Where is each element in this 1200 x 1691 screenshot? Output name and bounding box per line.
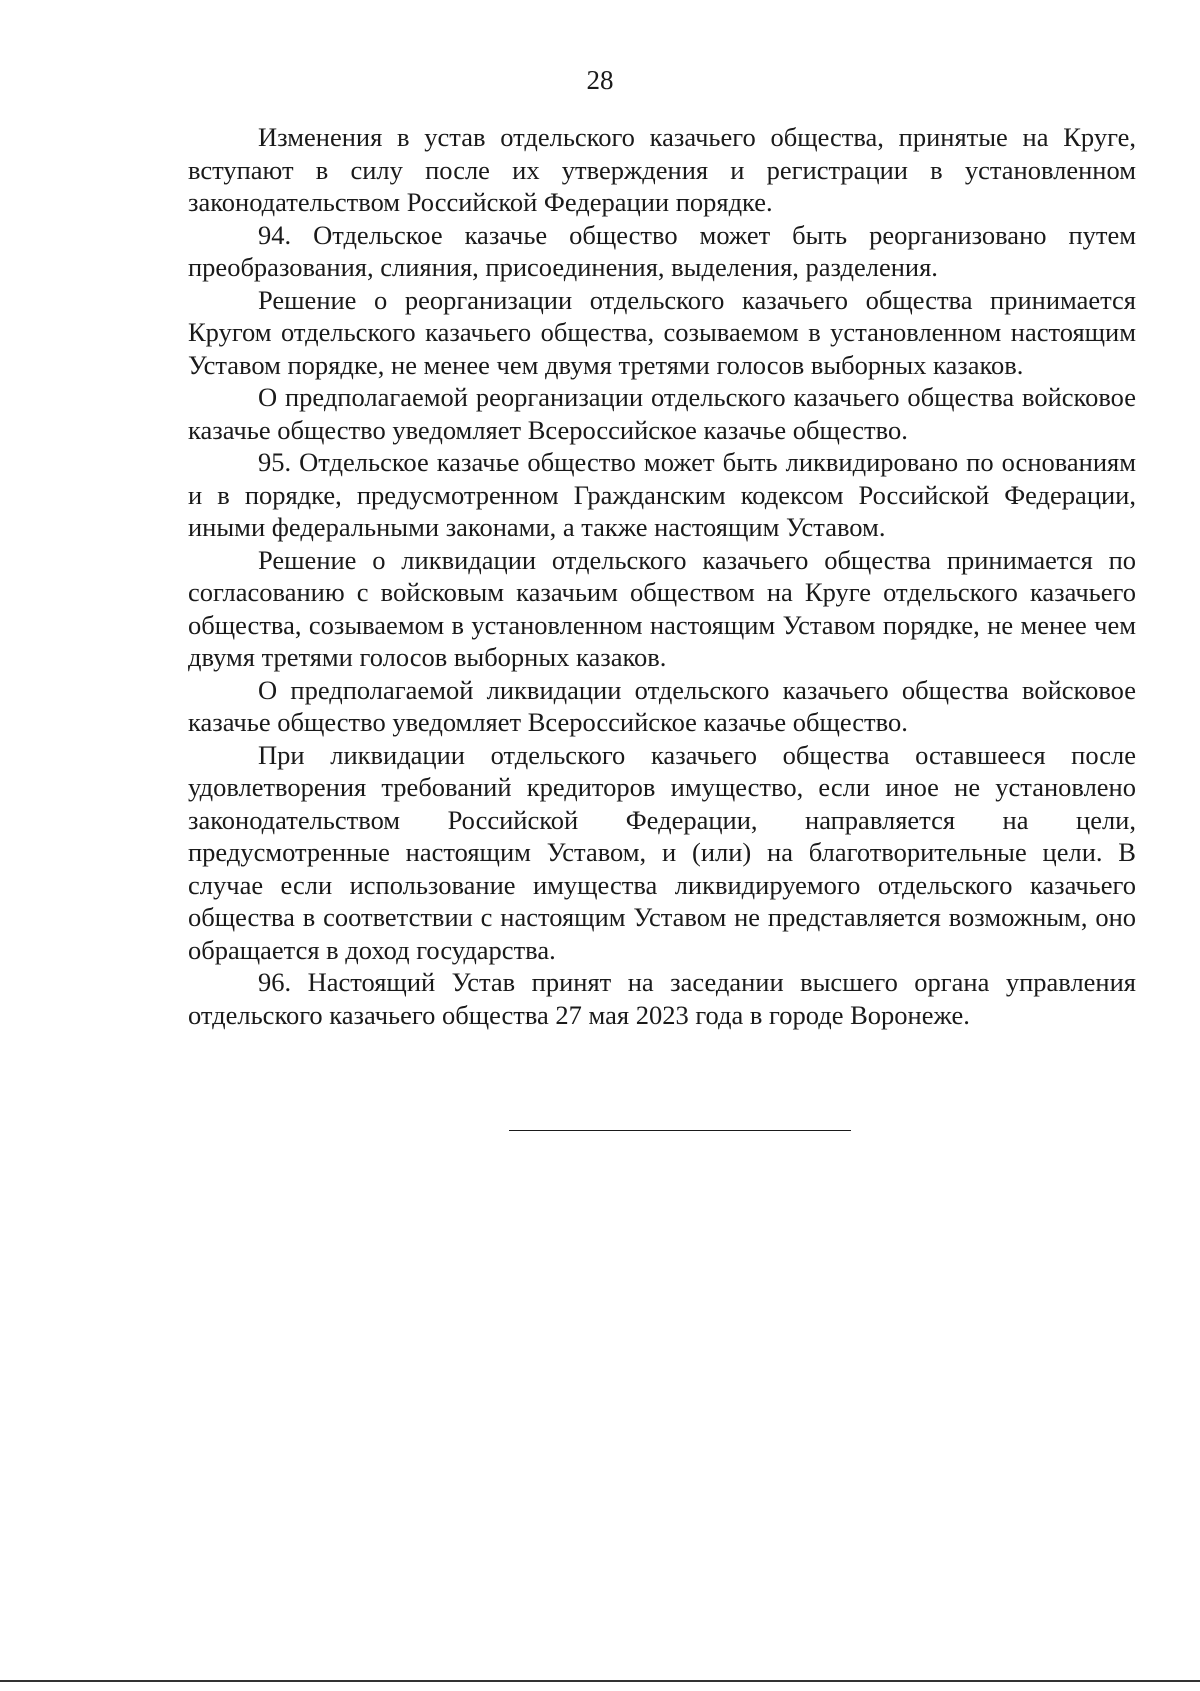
page-bottom-edge [0, 1680, 1200, 1682]
paragraph-liquidation-decision: Решение о ликвидации отдельского казачьего общества принимается по согласованию с войсковым казачьим обществом на Круге отдельского казачьего общества, созываемом в установленном настоящим Уставом порядке, не менее чем двумя третями голосов выборных казаков. [188, 544, 1136, 672]
paragraph-94-reorganization: 94. Отдельское казачье общество может быть реорганизовано путем преобразования, слияния, присоединения, выделения, разделения. [188, 219, 1136, 282]
paragraph-reorganization-decision: Решение о реорганизации отдельского казачьего общества принимается Кругом отдельского казачьего общества, созываемом в установленном настоящим Уставом порядке, не менее чем двумя третями голосов выборных казаков. [188, 284, 1136, 380]
page-number: 28 [586, 65, 614, 95]
paragraph-reorganization-notice: О предполагаемой реорганизации отдельского казачьего общества войсковое казачье общество уведомляет Всероссийское казачье общество. [188, 382, 1136, 445]
paragraph-96-adoption: 96. Настоящий Устав принят на заседании высшего органа управления отдельского казачьего общества 27 мая 2023 года в городе Воронеже. [188, 967, 1136, 1030]
document-body [188, 121, 1136, 1031]
paragraph-charter-amendments: Изменения в устав отдельского казачьего общества, принятые на Круге, вступают в силу после их утверждения и регистрации в установленном законодательством Российской Федерации порядке. [188, 122, 1136, 217]
paragraph-liquidation-notice: О предполагаемой ликвидации отдельского казачьего общества войсковое казачье общество уведомляет Всероссийское казачье общество. [188, 674, 1136, 737]
end-of-text-rule [509, 1130, 851, 1131]
paragraph-95-liquidation: 95. Отдельское казачье общество может быть ликвидировано по основаниям и в порядке, предусмотренном Гражданским кодексом Российской Федерации, иными федеральными законами, а также настоящим Уставом. [188, 447, 1136, 542]
paragraph-liquidation-property: При ликвидации отдельского казачьего общества оставшееся после удовлетворения требований кредиторов имущество, если иное не установлено законодательством Российской Федерации, направляется на цели, предусмотренные настоящим Уставом, и (или) на благотворительные цели. В случае если использование имущества ликвидируемого отдельского казачьего общества в соответствии с настоящим Уставом не представляется возможным, оно обращается в доход государства. [188, 739, 1136, 965]
